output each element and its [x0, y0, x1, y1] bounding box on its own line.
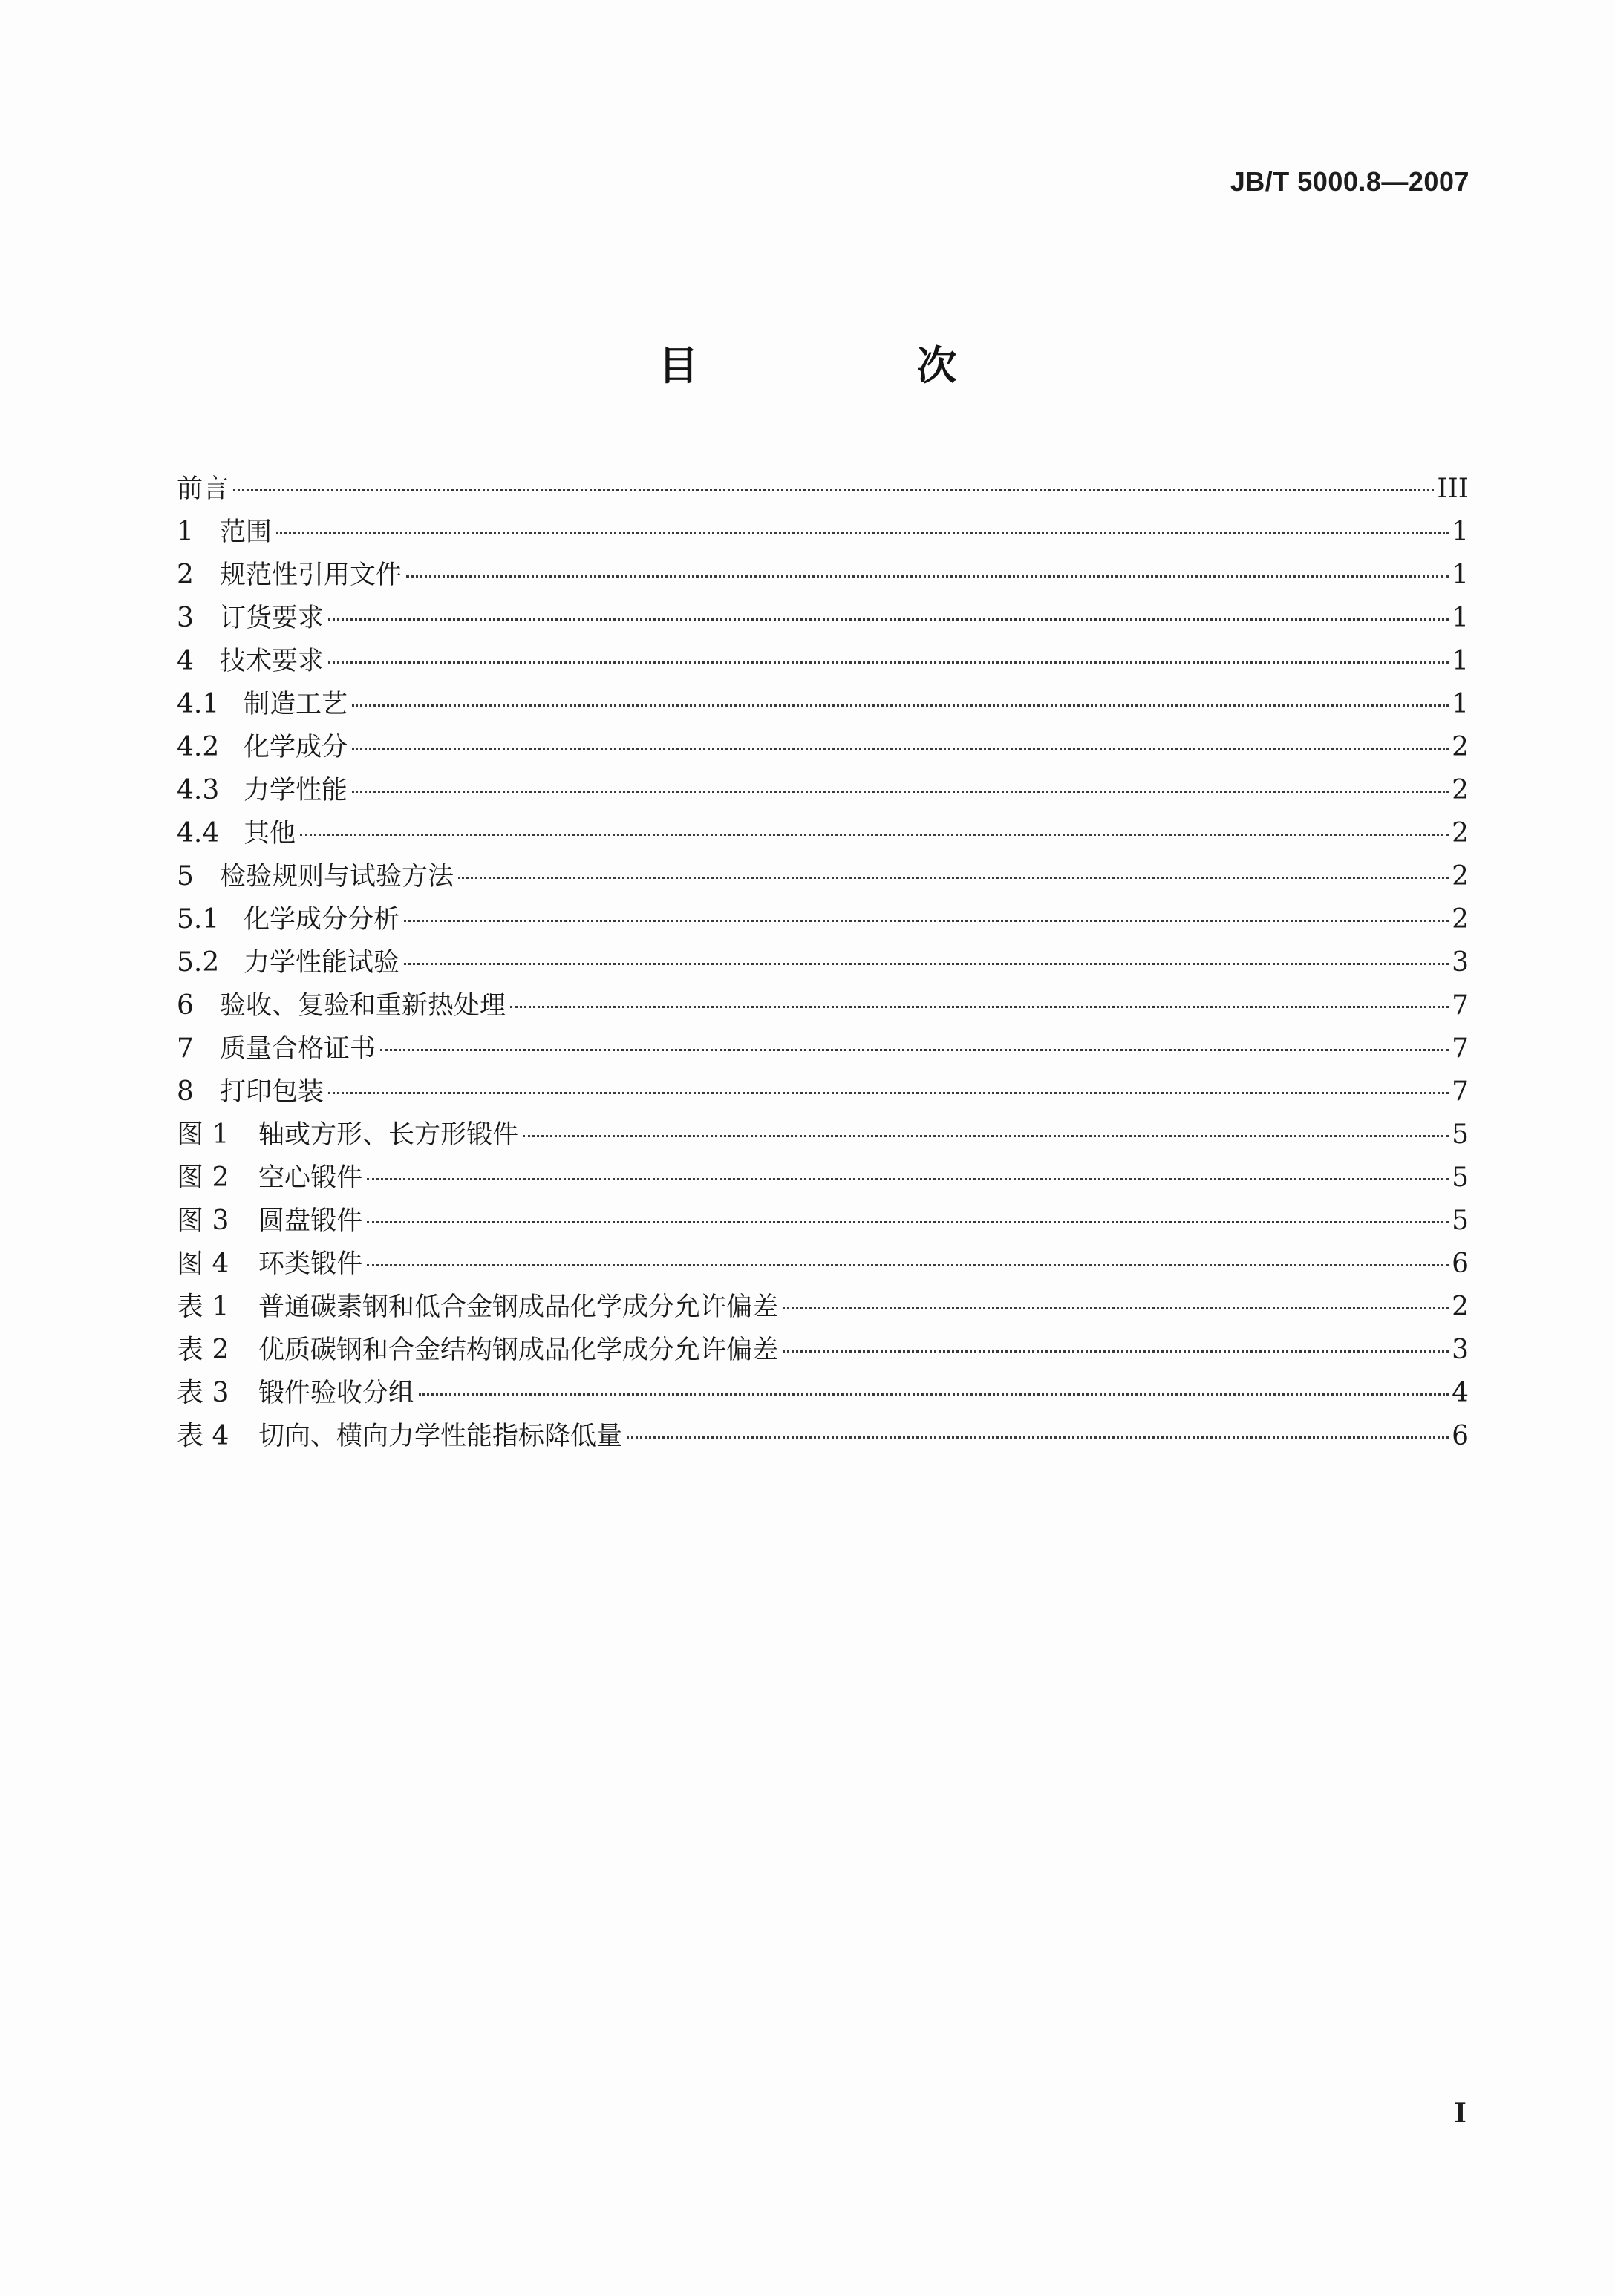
toc-entry[interactable]	[177, 812, 1469, 855]
toc-entry-page: 3	[1452, 1335, 1469, 1365]
page-number: I	[1454, 2098, 1466, 2129]
toc-entry-text: 圆盘锻件	[258, 1206, 363, 1236]
toc-entry[interactable]	[177, 898, 1469, 941]
toc-entry[interactable]	[177, 683, 1469, 726]
toc-entry-text: 轴或方形、长方形锻件	[258, 1120, 519, 1150]
toc-entry-number: 4.2	[177, 732, 220, 762]
toc-entry-number: 2	[177, 560, 194, 590]
toc-entry[interactable]	[177, 511, 1469, 554]
toc-entry[interactable]	[177, 984, 1469, 1027]
toc-entry-page: 1	[1452, 517, 1469, 547]
toc-leader-dots	[783, 1350, 1449, 1353]
toc-leader-dots	[404, 920, 1449, 922]
toc-entry[interactable]	[177, 1415, 1469, 1458]
toc-entry-text: 切向、横向力学性能指标降低量	[258, 1422, 623, 1451]
toc-entry-number: 4.1	[177, 689, 220, 719]
toc-entry-text: 普通碳素钢和低合金钢成品化学成分允许偏差	[258, 1292, 779, 1322]
toc-leader-dots	[523, 1135, 1449, 1137]
toc-entry-text: 优质碳钢和合金结构钢成品化学成分允许偏差	[258, 1335, 779, 1365]
toc-entry[interactable]	[177, 855, 1469, 898]
toc-entry-page: 2	[1452, 904, 1469, 935]
toc-leader-dots	[328, 1092, 1449, 1094]
toc-entry-text: 范围	[220, 517, 273, 547]
toc-title: 目 次	[658, 342, 1046, 389]
toc-entry-number: 图 2	[177, 1162, 229, 1193]
toc-leader-dots	[328, 618, 1449, 621]
toc-entry-page: 4	[1452, 1378, 1469, 1408]
toc-leader-dots	[458, 877, 1449, 879]
toc-leader-dots	[367, 1264, 1449, 1266]
toc-entry-text: 技术要求	[220, 647, 324, 676]
table-of-contents	[177, 468, 1469, 1458]
toc-entry-page: 1	[1452, 560, 1469, 590]
toc-entry[interactable]	[177, 769, 1469, 812]
toc-leader-dots	[406, 575, 1449, 578]
toc-entry[interactable]	[177, 1243, 1469, 1286]
toc-entry[interactable]	[177, 640, 1469, 683]
toc-entry-page: 5	[1452, 1119, 1469, 1150]
toc-leader-dots	[783, 1307, 1449, 1309]
toc-entry-page: 1	[1452, 603, 1469, 633]
toc-entry-text: 打印包装	[220, 1077, 324, 1107]
toc-leader-dots	[352, 704, 1449, 707]
toc-entry-page: 2	[1452, 1292, 1469, 1322]
toc-entry-page: 2	[1452, 732, 1469, 762]
toc-entry-page: 2	[1452, 861, 1469, 892]
standard-code: JB/T 5000.8—2007	[1230, 166, 1469, 197]
toc-entry-page: 3	[1452, 947, 1469, 978]
toc-entry-page: 7	[1452, 990, 1469, 1021]
toc-entry-page: 7	[1452, 1033, 1469, 1064]
toc-leader-dots	[352, 748, 1449, 750]
toc-entry-number: 图 3	[177, 1206, 229, 1236]
toc-entry-text: 订货要求	[220, 604, 324, 633]
toc-entry-text: 制造工艺	[244, 690, 348, 719]
toc-entry-text: 规范性引用文件	[220, 560, 402, 590]
toc-entry-number: 4.4	[177, 818, 220, 848]
toc-entry-page: 2	[1452, 775, 1469, 805]
toc-entry[interactable]	[177, 1200, 1469, 1243]
toc-entry[interactable]	[177, 1157, 1469, 1200]
toc-entry-number: 表 4	[177, 1421, 229, 1451]
toc-entry-page: III	[1437, 474, 1469, 504]
toc-entry-number: 表 3	[177, 1378, 229, 1408]
toc-entry-text: 化学成分	[244, 733, 348, 762]
toc-entry-page: 1	[1452, 646, 1469, 676]
toc-entry[interactable]	[177, 468, 1469, 511]
toc-entry-number: 3	[177, 603, 194, 633]
toc-entry-text: 质量合格证书	[220, 1034, 376, 1064]
toc-leader-dots	[380, 1049, 1449, 1051]
toc-entry[interactable]	[177, 1286, 1469, 1329]
toc-entry-number: 7	[177, 1033, 194, 1064]
toc-entry-number: 1	[177, 517, 194, 547]
toc-entry-text: 检验规则与试验方法	[220, 862, 454, 892]
toc-entry-number: 表 2	[177, 1335, 229, 1365]
toc-leader-dots	[510, 1006, 1449, 1008]
toc-leader-dots	[328, 661, 1449, 664]
toc-leader-dots	[627, 1436, 1449, 1439]
toc-leader-dots	[419, 1393, 1449, 1396]
toc-leader-dots	[300, 834, 1449, 836]
toc-entry-text: 力学性能	[244, 776, 348, 805]
toc-entry-text: 力学性能试验	[244, 948, 400, 978]
toc-entry-page: 1	[1452, 689, 1469, 719]
toc-entry[interactable]	[177, 1113, 1469, 1157]
toc-leader-dots	[276, 532, 1449, 534]
toc-entry[interactable]	[177, 597, 1469, 640]
toc-entry-number: 表 1	[177, 1292, 229, 1322]
toc-entry-text: 前言	[177, 474, 229, 504]
toc-entry-number: 5	[177, 861, 194, 892]
toc-entry-number: 6	[177, 990, 194, 1021]
toc-entry-text: 锻件验收分组	[258, 1378, 415, 1408]
toc-entry-text: 验收、复验和重新热处理	[220, 991, 506, 1021]
toc-entry-number: 图 4	[177, 1249, 229, 1279]
toc-entry[interactable]	[177, 1027, 1469, 1070]
toc-entry[interactable]	[177, 554, 1469, 597]
toc-entry-number: 5.1	[177, 904, 220, 935]
toc-entry[interactable]	[177, 1372, 1469, 1415]
toc-entry-number: 图 1	[177, 1119, 229, 1150]
toc-entry-page: 6	[1452, 1249, 1469, 1279]
toc-entry-number: 4.3	[177, 775, 220, 805]
toc-entry-text: 空心锻件	[258, 1163, 363, 1193]
toc-leader-dots	[352, 791, 1449, 793]
toc-entry[interactable]	[177, 941, 1469, 984]
toc-entry-page: 2	[1452, 818, 1469, 848]
toc-entry-number: 4	[177, 646, 194, 676]
toc-entry-page: 6	[1452, 1421, 1469, 1451]
toc-leader-dots	[233, 489, 1434, 491]
toc-entry-page: 7	[1452, 1076, 1469, 1107]
toc-leader-dots	[367, 1221, 1449, 1223]
toc-entry-text: 环类锻件	[258, 1249, 363, 1279]
toc-entry-number: 8	[177, 1076, 194, 1107]
toc-leader-dots	[367, 1178, 1449, 1180]
toc-entry[interactable]	[177, 1329, 1469, 1372]
toc-entry[interactable]	[177, 1070, 1469, 1113]
toc-entry[interactable]	[177, 726, 1469, 769]
toc-entry-text: 其他	[244, 819, 296, 848]
toc-entry-page: 5	[1452, 1162, 1469, 1193]
toc-entry-number: 5.2	[177, 947, 220, 978]
toc-entry-text: 化学成分分析	[244, 905, 400, 935]
toc-entry-page: 5	[1452, 1206, 1469, 1236]
toc-leader-dots	[404, 963, 1449, 965]
